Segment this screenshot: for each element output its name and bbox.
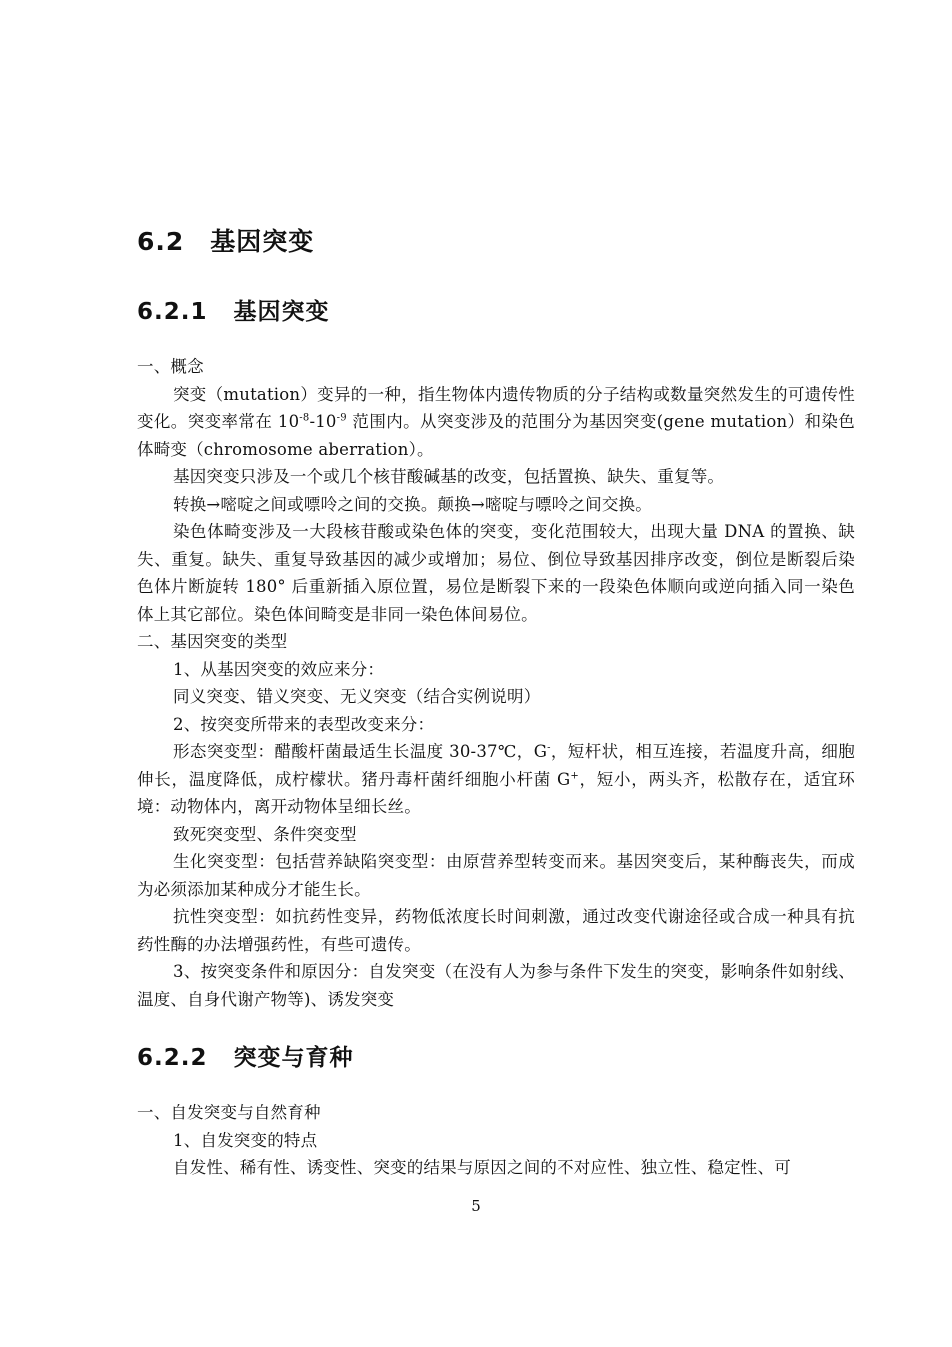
subsection-title: 基因突变 bbox=[233, 299, 330, 325]
text-run: 形态突变型：醋酸杆菌最适生长温度 30-37℃，G bbox=[173, 742, 548, 761]
subsection-body-622 bbox=[137, 1099, 855, 1182]
subsection-heading-621 bbox=[137, 295, 330, 329]
spontaneous-heading: 一、自发突变与自然育种 bbox=[137, 1103, 321, 1122]
type-item-1-detail: 同义突变、错义突变、无义突变（结合实例说明） bbox=[173, 687, 541, 706]
superscript: + bbox=[570, 770, 579, 781]
subsection-heading-622 bbox=[137, 1041, 354, 1075]
type-item-2: 2、按突变所带来的表型改变来分： bbox=[173, 714, 435, 734]
paragraph-morphological-mutant bbox=[137, 738, 855, 821]
superscript: -8 bbox=[299, 412, 310, 424]
type-item-3: 3、按突变条件和原因分：自发突变（在没有人为参与条件下发生的突变，影响条件如射线、温度、自身代谢产物等)、诱发突变 bbox=[137, 962, 855, 1009]
section-heading bbox=[137, 224, 314, 260]
superscript: -9 bbox=[336, 412, 347, 424]
text-run: ，短小，两头齐，松散存在，适宜环境：动物体内，离开动物体呈细长丝。 bbox=[137, 769, 855, 816]
paragraph-resistance-mutant: 抗性突变型：如抗药性变异，药物低浓度长时间刺激，通过改变代谢途径或合成一种具有抗药性酶的办法增强药性，有些可遗传。 bbox=[137, 907, 855, 954]
text-run: 范围内。从突变涉及的范围分为基因突变(gene mutation）和染色体畸变（chromosome aberration）。 bbox=[137, 412, 855, 459]
paragraph-chromosome-aberration: 染色体畸变涉及一大段核苷酸或染色体的突变，变化范围较大，出现大量 DNA 的置换、缺失、重复。缺失、重复导致基因的减少或增加；易位、倒位导致基因排序改变，倒位是断裂后染色体片断旋转 180° 后重新插入原位置，易位是断裂下来的一段染色体顺向或逆向插入同一染色体上其它部位。染色体间畸变是非同一染色体间易位。 bbox=[137, 522, 855, 624]
concept-heading: 一、概念 bbox=[137, 357, 204, 376]
text-run: 突变（mutation）变异的一种，指生物体内遗传物质的分子结构或数量突然发生的可遗传性变化。突变率常在 10 bbox=[137, 384, 855, 431]
text-run: ，短杆状，相互连接，若温度升高，细胞伸长，温度降低，成柠檬状。猪丹毒杆菌纤细胞小杆菌 G bbox=[137, 742, 855, 789]
paragraph-transition: 转换→嘧啶之间或嘌呤之间的交换。颠换→嘧啶与嘌呤之间交换。 bbox=[173, 494, 652, 514]
superscript: - bbox=[547, 742, 551, 754]
paragraph-biochemical-mutant: 生化突变型：包括营养缺陷突变型：由原营养型转变而来。基因突变后，某种酶丧失，而成为必须添加某种成分才能生长。 bbox=[137, 852, 855, 899]
subsection-number: 6.2.1 bbox=[137, 299, 208, 325]
subsection-number: 6.2.2 bbox=[137, 1045, 208, 1071]
paragraph-mutation-definition bbox=[137, 381, 855, 464]
paragraph-lethal-mutant: 致死突变型、条件突变型 bbox=[173, 824, 357, 844]
subsection-body-621 bbox=[137, 353, 855, 1013]
type-item-1: 1、从基因突变的效应来分： bbox=[173, 659, 385, 679]
types-heading: 二、基因突变的类型 bbox=[137, 632, 288, 651]
page-number: 5 bbox=[471, 1197, 481, 1215]
paragraph-gene-mutation: 基因突变只涉及一个或几个核苷酸碱基的改变，包括置换、缺失、重复等。 bbox=[173, 467, 725, 486]
spontaneous-item-1-text: 自发性、稀有性、诱变性、突变的结果与原因之间的不对应性、独立性、稳定性、可 bbox=[173, 1158, 791, 1177]
text-run: -10 bbox=[309, 412, 337, 431]
spontaneous-item-1: 1、自发突变的特点 bbox=[173, 1130, 318, 1150]
section-title: 基因突变 bbox=[210, 227, 315, 256]
section-number: 6.2 bbox=[137, 227, 185, 256]
subsection-title: 突变与育种 bbox=[233, 1045, 354, 1071]
